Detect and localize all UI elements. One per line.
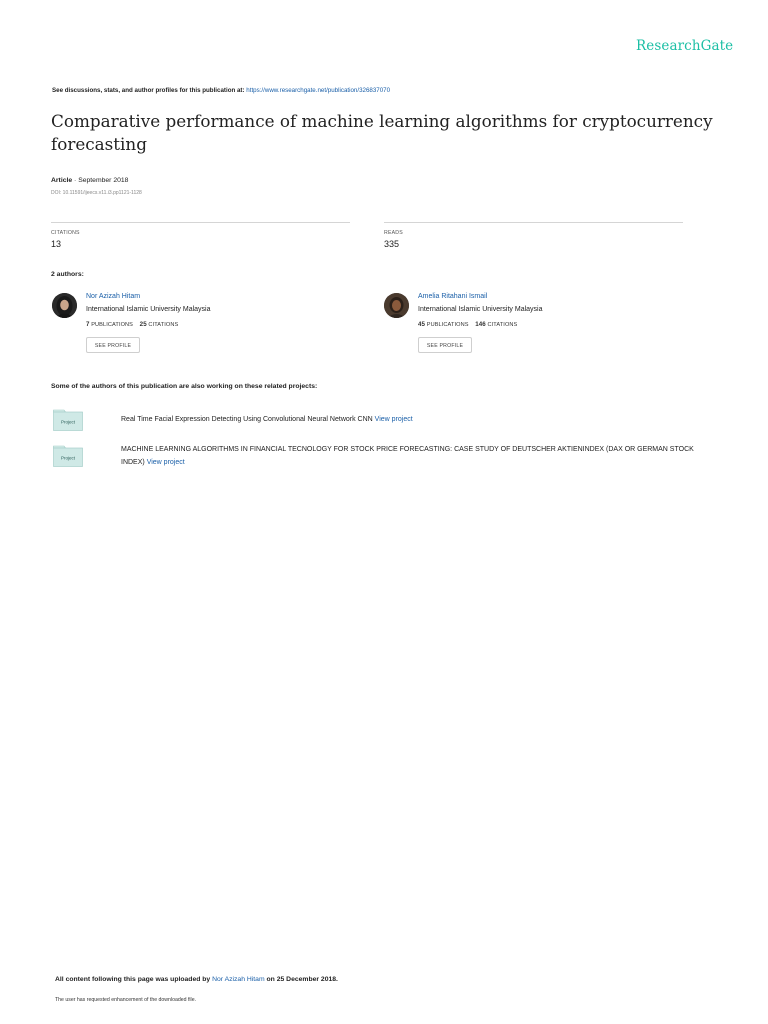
author-citations-count: 146: [475, 321, 486, 328]
related-projects-heading: Some of the authors of this publication are also working on these related projects:: [51, 383, 318, 390]
author-citations-label: CITATIONS: [148, 322, 179, 328]
author-avatar[interactable]: [384, 293, 409, 318]
see-profile-button[interactable]: SEE PROFILE: [418, 337, 472, 353]
author-stats: [418, 321, 517, 328]
project-title: MACHINE LEARNING ALGORITHMS IN FINANCIAL TECNOLOGY FOR STOCK PRICE FORECASTING: CASE STUDY OF DEUTSCHER AKTIENINDEX (DAX OR GERMAN STOCK INDEX): [121, 446, 694, 466]
meta-separator: ·: [72, 177, 79, 184]
uploader-link[interactable]: Nor Azizah Hitam: [212, 976, 265, 983]
see-profile-button[interactable]: SEE PROFILE: [86, 337, 140, 353]
avatar-photo-icon: [52, 293, 77, 318]
publication-url-link[interactable]: https://www.researchgate.net/publication/326837070: [246, 87, 391, 94]
publications-count: 7: [86, 321, 90, 328]
reads-divider: [384, 222, 683, 223]
publications-count: 45: [418, 321, 426, 328]
project-entry: [121, 413, 721, 426]
author-affiliation: International Islamic University Malaysia: [86, 306, 211, 313]
citations-divider: [51, 222, 350, 223]
citations-label: CITATIONS: [51, 230, 80, 236]
publications-label: PUBLICATIONS: [91, 322, 134, 328]
see-line-prefix: See discussions, stats, and author profiles for this publication at:: [52, 87, 245, 94]
view-project-link[interactable]: View project: [146, 459, 185, 466]
project-folder-icon[interactable]: [53, 445, 83, 467]
author-citations-count: 25: [139, 321, 147, 328]
project-folder-icon[interactable]: [53, 409, 83, 431]
publications-label: PUBLICATIONS: [426, 322, 469, 328]
citations-value: 13: [51, 239, 62, 249]
publication-meta: [51, 177, 128, 184]
author-stats: [86, 321, 178, 328]
researchgate-logo[interactable]: ResearchGate: [636, 38, 734, 54]
see-discussions-line: [52, 87, 390, 94]
publication-doi: DOI: 10.11591/ijeecs.v11.i3.pp1121-1128: [51, 190, 142, 196]
authors-heading: 2 authors:: [51, 271, 84, 278]
upload-notice-suffix: on 25 December 2018.: [266, 976, 338, 983]
reads-value: 335: [384, 239, 400, 249]
project-title: Real Time Facial Expression Detecting Using Convolutional Neural Network CNN: [121, 416, 373, 423]
folder-icon: [53, 409, 83, 431]
folder-label: Project: [60, 419, 76, 425]
author-name-link[interactable]: Amelia Ritahani Ismail: [418, 293, 488, 300]
folder-icon: [53, 445, 83, 467]
reads-label: READS: [384, 230, 403, 236]
author-name-link[interactable]: Nor Azizah Hitam: [86, 293, 141, 300]
upload-notice-prefix: All content following this page was uploaded by: [55, 976, 211, 983]
upload-notice: [55, 976, 338, 983]
folder-label: Project: [60, 455, 76, 461]
publication-title: Comparative performance of machine learning algorithms for cryptocurrency forecasting: [51, 111, 713, 154]
publication-type: Article: [51, 177, 73, 184]
author-avatar[interactable]: [52, 293, 77, 318]
publication-date: September 2018: [78, 177, 129, 184]
author-affiliation: International Islamic University Malaysia: [418, 306, 543, 313]
enhancement-notice: The user has requested enhancement of the downloaded file.: [55, 997, 197, 1003]
view-project-link[interactable]: View project: [374, 416, 413, 423]
project-entry: [121, 443, 716, 469]
avatar-photo-icon: [384, 293, 409, 318]
author-citations-label: CITATIONS: [487, 322, 518, 328]
